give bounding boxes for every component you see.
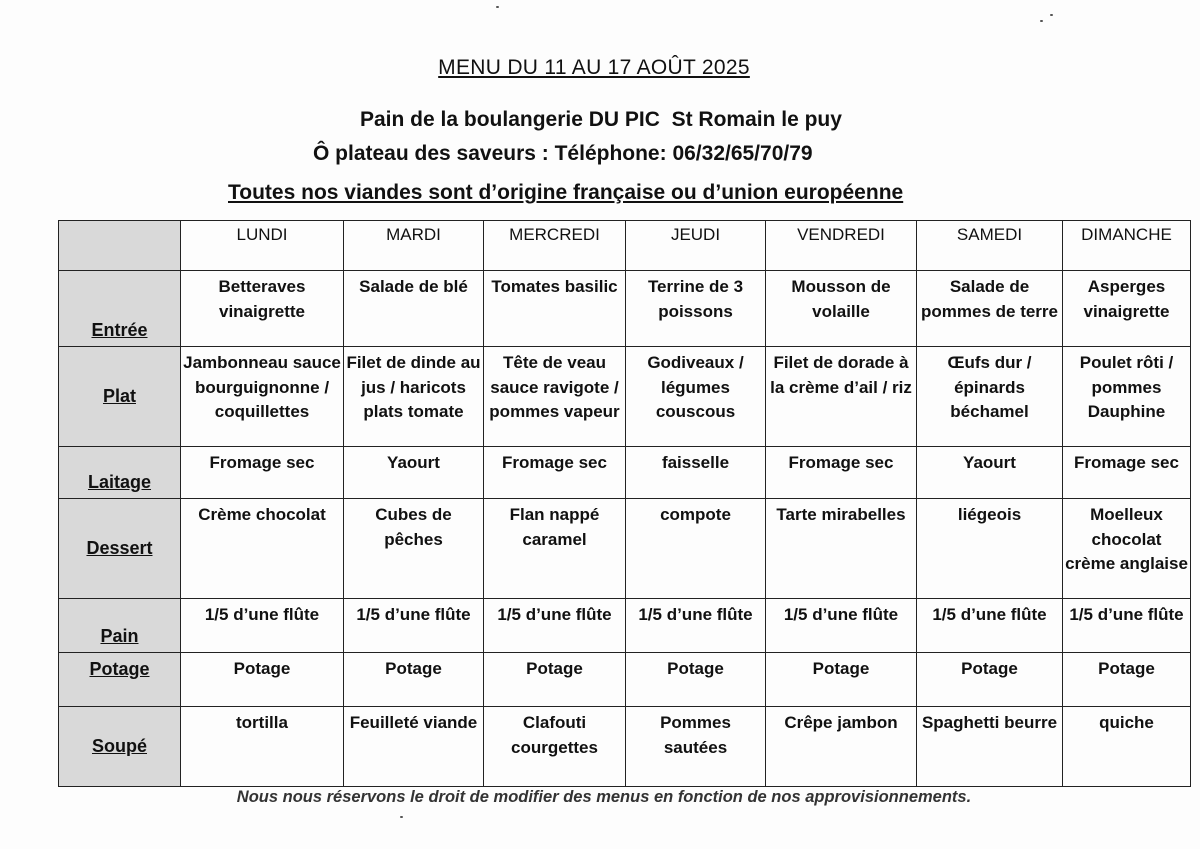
day-header: MARDI bbox=[344, 221, 484, 271]
row-plat bbox=[59, 347, 1191, 447]
menu-cell: Potage bbox=[766, 653, 917, 707]
menu-cell: 1/5 d’une flûte bbox=[484, 599, 626, 653]
menu-cell: Flan nappé caramel bbox=[484, 499, 626, 599]
menu-cell: 1/5 d’une flûte bbox=[626, 599, 766, 653]
menu-cell: quiche bbox=[1063, 707, 1191, 787]
menu-cell: Moelleux chocolat crème anglaise bbox=[1063, 499, 1191, 599]
menu-cell: Yaourt bbox=[917, 447, 1063, 499]
menu-cell: Fromage sec bbox=[484, 447, 626, 499]
menu-cell: compote bbox=[626, 499, 766, 599]
menu-cell: Filet de dinde au jus / haricots plats tomate bbox=[344, 347, 484, 447]
menu-cell: tortilla bbox=[181, 707, 344, 787]
scan-speck bbox=[400, 816, 403, 818]
menu-table bbox=[58, 220, 1191, 787]
menu-cell: Godiveaux / légumes couscous bbox=[626, 347, 766, 447]
menu-cell: Pommes sautées bbox=[626, 707, 766, 787]
menu-cell: Potage bbox=[917, 653, 1063, 707]
row-label-cell bbox=[59, 653, 181, 707]
menu-cell: Poulet rôti / pommes Dauphine bbox=[1063, 347, 1191, 447]
menu-cell: Potage bbox=[344, 653, 484, 707]
day-header: SAMEDI bbox=[917, 221, 1063, 271]
row-label-cell bbox=[59, 599, 181, 653]
scan-speck bbox=[1050, 14, 1053, 16]
menu-cell: Fromage sec bbox=[766, 447, 917, 499]
phone-line: Ô plateau des saveurs : Téléphone: 06/32/65/70/79 bbox=[313, 142, 813, 165]
row-label: Soupé bbox=[91, 736, 147, 757]
menu-cell: Fromage sec bbox=[1063, 447, 1191, 499]
menu-cell: 1/5 d’une flûte bbox=[344, 599, 484, 653]
menu-cell: Tomates basilic bbox=[484, 271, 626, 347]
menu-cell: Crème chocolat bbox=[181, 499, 344, 599]
row-label: Pain bbox=[100, 625, 139, 646]
row-label-cell bbox=[59, 707, 181, 787]
menu-cell: Œufs dur / épinards béchamel bbox=[917, 347, 1063, 447]
menu-cell: Clafouti courgettes bbox=[484, 707, 626, 787]
row-label: Potage bbox=[89, 659, 150, 679]
menu-cell: Potage bbox=[181, 653, 344, 707]
origin-note: Toutes nos viandes sont d’origine française ou d’union européenne bbox=[228, 181, 904, 204]
row-entree bbox=[59, 271, 1191, 347]
footer-disclaimer: Nous nous réservons le droit de modifier des menus en fonction de nos approvisionnements. bbox=[236, 788, 972, 806]
menu-cell: Salade de pommes de terre bbox=[917, 271, 1063, 347]
menu-cell: Tarte mirabelles bbox=[766, 499, 917, 599]
menu-cell: Jambonneau sauce bourguignonne / coquillettes bbox=[181, 347, 344, 447]
row-dessert bbox=[59, 499, 1191, 599]
menu-cell: Tête de veau sauce ravigote / pommes vapeur bbox=[484, 347, 626, 447]
row-label: Laitage bbox=[87, 471, 152, 492]
menu-cell: 1/5 d’une flûte bbox=[1063, 599, 1191, 653]
row-label: Dessert bbox=[86, 538, 153, 559]
menu-cell: Fromage sec bbox=[181, 447, 344, 499]
menu-cell: Filet de dorade à la crème d’ail / riz bbox=[766, 347, 917, 447]
row-label: Plat bbox=[102, 386, 136, 407]
menu-cell: 1/5 d’une flûte bbox=[917, 599, 1063, 653]
scan-speck bbox=[496, 6, 499, 8]
menu-cell: Terrine de 3 poissons bbox=[626, 271, 766, 347]
day-header: MERCREDI bbox=[484, 221, 626, 271]
menu-cell: Cubes de pêches bbox=[344, 499, 484, 599]
menu-cell: Betteraves vinaigrette bbox=[181, 271, 344, 347]
menu-cell: 1/5 d’une flûte bbox=[181, 599, 344, 653]
menu-cell: Asperges vinaigrette bbox=[1063, 271, 1191, 347]
row-label-cell bbox=[59, 499, 181, 599]
row-label: Entrée bbox=[91, 319, 148, 340]
day-header-row bbox=[59, 221, 1191, 271]
row-label-cell bbox=[59, 447, 181, 499]
scan-speck bbox=[1040, 20, 1043, 22]
menu-cell: Crêpe jambon bbox=[766, 707, 917, 787]
day-header: JEUDI bbox=[626, 221, 766, 271]
day-header: DIMANCHE bbox=[1063, 221, 1191, 271]
row-pain bbox=[59, 599, 1191, 653]
row-label-cell bbox=[59, 347, 181, 447]
menu-cell: Feuilleté viande bbox=[344, 707, 484, 787]
menu-cell: Salade de blé bbox=[344, 271, 484, 347]
page-title: MENU DU 11 AU 17 AOÛT 2025 bbox=[438, 56, 750, 79]
menu-cell: 1/5 d’une flûte bbox=[766, 599, 917, 653]
day-header: LUNDI bbox=[181, 221, 344, 271]
corner-cell bbox=[59, 221, 181, 271]
menu-cell: Spaghetti beurre bbox=[917, 707, 1063, 787]
bakery-line: Pain de la boulangerie DU PIC St Romain le puy bbox=[360, 108, 842, 131]
menu-cell: Potage bbox=[626, 653, 766, 707]
menu-cell: liégeois bbox=[917, 499, 1063, 599]
menu-cell: Mousson de volaille bbox=[766, 271, 917, 347]
menu-cell: Potage bbox=[1063, 653, 1191, 707]
row-soupe bbox=[59, 707, 1191, 787]
day-header: VENDREDI bbox=[766, 221, 917, 271]
menu-cell: Yaourt bbox=[344, 447, 484, 499]
row-potage bbox=[59, 653, 1191, 707]
row-label-cell bbox=[59, 271, 181, 347]
row-laitage bbox=[59, 447, 1191, 499]
menu-cell: Potage bbox=[484, 653, 626, 707]
menu-cell: faisselle bbox=[626, 447, 766, 499]
